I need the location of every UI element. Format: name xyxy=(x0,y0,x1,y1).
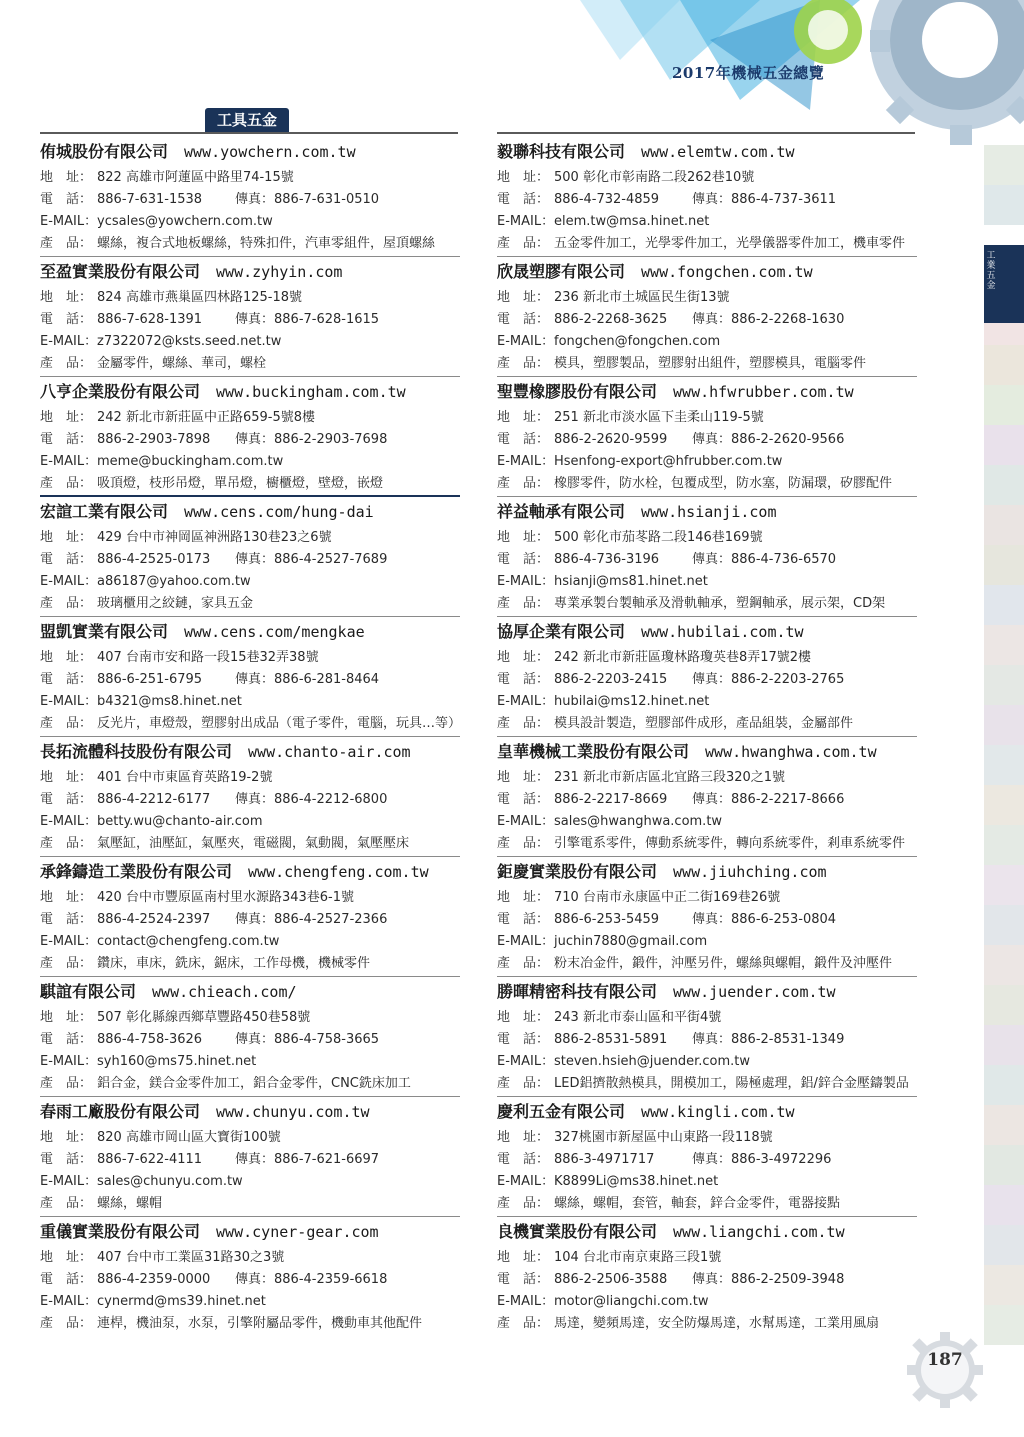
company-products: 金屬零件，螺絲、華司，螺栓 xyxy=(97,356,267,371)
company-entry: 欣晟塑膠有限公司 www.fongchen.com.tw 地 址： 236 新北市土城區民生街13號 電 話： 886-2-2268-3625 傳真：886-2-2268-1630 E-MAIL：fongchen@fongchen.com 產 品： 模具，塑膠製品，塑膠射出組件，塑膠模具，電腦零件 xyxy=(497,257,917,377)
company-fax: 886-4-2527-7689 xyxy=(274,552,388,567)
company-entry: 良機實業股份有限公司 www.liangchi.com.tw 地 址： 104 台北市南京東路三段1號 電 話： 886-2-2506-3588 傳真：886-2-2509-3948 E-MAIL：motor@liangchi.com.tw 產 品： 馬達，變頻馬達，安全防爆馬達，水幫馬達，工業用風扇 xyxy=(497,1222,880,1331)
company-entry: 長拓流體科技股份有限公司 www.chanto-air.com 地 址： 401 台中市東區育英路19-2號 電 話： 886-4-2212-6177 傳真：886-4-2212-6800 E-MAIL：betty.wu@chanto-air.com 產 品： 氣壓缸，油壓缸，氣壓夾，電磁閥，氣動閥，氣壓壓床 xyxy=(40,737,460,857)
company-address: 822 高雄市阿蓮區中路里74-15號 xyxy=(97,170,294,185)
page-number-gear-icon xyxy=(905,1330,985,1410)
company-address: 236 新北市土城區民生街13號 xyxy=(554,290,730,305)
company-url[interactable]: www.chengfeng.com.tw xyxy=(248,863,429,881)
company-address: 407 台中市工業區31路30之3號 xyxy=(97,1250,285,1265)
company-products: 玻璃櫃用之絞鏈，家具五金 xyxy=(97,596,254,611)
company-phone: 886-2-2506-3588 xyxy=(554,1272,668,1287)
company-email[interactable]: hsianji@ms81.hinet.net xyxy=(554,574,708,589)
company-entry: 八亨企業股份有限公司 www.buckingham.com.tw 地 址： 242 新北市新莊區中正路659-5號8樓 電 話： 886-2-2903-7898 傳真：886-2-2903-7698 E-MAIL：meme@buckingham.com.tw 產 品： 吸頂燈，枝形吊燈，單吊燈，櫥櫃燈，壁燈，嵌燈 xyxy=(40,377,460,497)
company-entry: 春雨工廠股份有限公司 www.chunyu.com.tw 地 址： 820 高雄市岡山區大寶街100號 電 話： 886-7-622-4111 傳真：886-7-621-6697 E-MAIL：sales@chunyu.com.tw 產 品： 螺絲，螺帽 xyxy=(40,1097,460,1217)
company-name: 毅聯科技有限公司 xyxy=(497,142,626,161)
side-tab xyxy=(984,345,1024,385)
company-email[interactable]: b4321@ms8.hinet.net xyxy=(97,694,242,709)
side-tab xyxy=(984,465,1024,505)
company-email[interactable]: hubilai@ms12.hinet.net xyxy=(554,694,710,709)
company-products: 專業承製台製軸承及滑軌軸承，塑鋼軸承，展示架，CD架 xyxy=(554,596,886,611)
company-fax: 886-2-2203-2765 xyxy=(731,672,845,687)
side-tab xyxy=(984,985,1024,1025)
side-tab xyxy=(984,505,1024,545)
company-email[interactable]: sales@chunyu.com.tw xyxy=(97,1174,243,1189)
side-tab xyxy=(984,585,1024,625)
company-email[interactable]: cynermd@ms39.hinet.net xyxy=(97,1294,266,1309)
company-phone: 886-2-2903-7898 xyxy=(97,432,211,447)
right-column xyxy=(497,137,917,1337)
company-entry: 承鋒鑄造工業股份有限公司 www.chengfeng.com.tw 地 址： 420 台中市豐原區南村里水源路343巷6-1號 電 話： 886-4-2524-2397 傳真：886-4-2527-2366 E-MAIL：contact@chengfeng.com.tw 產 品： 鑽床，車床，銑床，鋸床，工作母機，機械零件 xyxy=(40,857,460,977)
company-email[interactable]: fongchen@fongchen.com xyxy=(554,334,721,349)
side-tab-label: 工業五金 xyxy=(986,251,996,291)
company-name: 祥益軸承有限公司 xyxy=(497,502,626,521)
company-phone: 886-6-253-5459 xyxy=(554,912,660,927)
company-phone: 886-7-622-4111 xyxy=(97,1152,203,1167)
company-products: 模具設計製造，塑膠部件成形，產品組裝，金屬部件 xyxy=(554,716,854,731)
company-entry: 至盈實業股份有限公司 www.zyhyin.com 地 址： 824 高雄市燕巢區四林路125-18號 電 話： 886-7-628-1391 傳真：886-7-628-1615 E-MAIL：z7322072@ksts.seed.net.tw 產 品： 金屬零件，螺絲、華司，螺栓 xyxy=(40,257,460,377)
company-entry: 皇華機械工業股份有限公司 www.hwanghwa.com.tw 地 址： 231 新北市新店區北宜路三段320之1號 電 話： 886-2-2217-8669 傳真：886-2-2217-8666 E-MAIL：sales@hwanghwa.com.tw 產 品： 引擎電系零件，傳動系統零件，轉向系統零件，剎車系統零件 xyxy=(497,737,917,857)
company-name: 欣晟塑膠有限公司 xyxy=(497,262,626,281)
side-tab-active[interactable] xyxy=(984,245,1024,323)
company-name: 慶利五金有限公司 xyxy=(497,1102,626,1121)
side-tab xyxy=(984,865,1024,905)
side-tab xyxy=(984,1265,1024,1305)
company-url[interactable]: www.cens.com/mengkae xyxy=(184,623,365,641)
company-phone: 886-4-736-3196 xyxy=(554,552,660,567)
side-tab xyxy=(984,745,1024,785)
company-fax: 886-4-758-3665 xyxy=(274,1032,380,1047)
company-email[interactable]: steven.hsieh@juender.com.tw xyxy=(554,1054,751,1069)
company-phone: 886-6-251-6795 xyxy=(97,672,203,687)
company-url[interactable]: www.chunyu.com.tw xyxy=(216,1103,370,1121)
side-tab xyxy=(984,665,1024,705)
company-address: 327桃園市新屋區中山東路一段118號 xyxy=(554,1130,773,1145)
company-name: 協厚企業有限公司 xyxy=(497,622,626,641)
company-email[interactable]: ycsales@yowchern.com.tw xyxy=(97,214,273,229)
company-phone: 886-4-758-3626 xyxy=(97,1032,203,1047)
section-rule-left xyxy=(40,132,458,134)
company-name: 侑城股份有限公司 xyxy=(40,142,169,161)
company-products: 吸頂燈，枝形吊燈，單吊燈，櫥櫃燈，壁燈，嵌燈 xyxy=(97,476,384,491)
company-fax: 886-4-736-6570 xyxy=(731,552,837,567)
company-products: 馬達，變頻馬達，安全防爆馬達，水幫馬達，工業用風扇 xyxy=(554,1316,880,1331)
company-email[interactable]: sales@hwanghwa.com.tw xyxy=(554,814,723,829)
company-fax: 886-2-2268-1630 xyxy=(731,312,845,327)
company-name: 聖豐橡膠股份有限公司 xyxy=(497,382,658,401)
company-phone: 886-4-2525-0173 xyxy=(97,552,211,567)
company-address: 242 新北市新莊區瓊林路瓊英巷8弄17號2樓 xyxy=(554,650,812,665)
company-name: 長拓流體科技股份有限公司 xyxy=(40,742,233,761)
company-fax: 886-7-621-6697 xyxy=(274,1152,380,1167)
side-tab xyxy=(984,425,1024,465)
company-address: 401 台中市東區育英路19-2號 xyxy=(97,770,273,785)
company-products: 螺絲，螺帽 xyxy=(97,1196,163,1211)
company-products: 橡膠零件，防水栓，包覆成型，防水塞，防漏環，矽膠配件 xyxy=(554,476,893,491)
side-tab xyxy=(984,1185,1024,1225)
company-entry: 重儀實業股份有限公司 www.cyner-gear.com 地 址： 407 台中市工業區31路30之3號 電 話： 886-4-2359-0000 傳真：886-4-2359-6618 E-MAIL：cynermd@ms39.hinet.net 產 品： 連桿，機油泵，水泵，引擎附屬品零件，機動車其他配件 xyxy=(40,1222,423,1331)
company-entry: 鉅慶實業股份有限公司 www.jiuhching.com 地 址： 710 台南市永康區中正二街169巷26號 電 話： 886-6-253-5459 傳真：886-6-253-0804 E-MAIL：juchin7880@gmail.com 產 品： 粉末冶金件，鍛件，沖壓另件，螺絲與螺帽，鍛件及沖壓件 xyxy=(497,857,917,977)
company-address: 407 台南市安和路一段15巷32弄38號 xyxy=(97,650,319,665)
company-fax: 886-4-2212-6800 xyxy=(274,792,388,807)
company-entry: 協厚企業有限公司 www.hubilai.com.tw 地 址： 242 新北市新莊區瓊林路瓊英巷8弄17號2樓 電 話： 886-2-2203-2415 傳真：886-2-2203-2765 E-MAIL：hubilai@ms12.hinet.net 產 品： 模具設計製造，塑膠部件成形，產品組裝，金屬部件 xyxy=(497,617,917,737)
company-phone: 886-2-8531-5891 xyxy=(554,1032,668,1047)
company-url[interactable]: www.cens.com/hung-dai xyxy=(184,503,374,521)
side-tab xyxy=(984,825,1024,865)
company-email[interactable]: syh160@ms75.hinet.net xyxy=(97,1054,257,1069)
company-url[interactable]: www.cyner-gear.com xyxy=(216,1223,379,1241)
side-tab xyxy=(984,785,1024,825)
company-name: 騏誼有限公司 xyxy=(40,982,137,1001)
side-tab xyxy=(984,1025,1024,1065)
company-address: 507 彰化縣線西鄉草豐路450巷58號 xyxy=(97,1010,311,1025)
company-fax: 886-2-2620-9566 xyxy=(731,432,845,447)
company-products: LED鋁擠散熱模具，開模加工，陽極處理，鋁/鋅合金壓鑄製品 xyxy=(554,1076,909,1091)
company-fax: 886-2-2903-7698 xyxy=(274,432,388,447)
company-name: 至盈實業股份有限公司 xyxy=(40,262,201,281)
company-email[interactable]: meme@buckingham.com.tw xyxy=(97,454,284,469)
company-name: 春雨工廠股份有限公司 xyxy=(40,1102,201,1121)
company-name: 盟凱實業有限公司 xyxy=(40,622,169,641)
company-address: 420 台中市豐原區南村里水源路343巷6-1號 xyxy=(97,890,354,905)
company-entry: 毅聯科技有限公司 www.elemtw.com.tw 地 址： 500 彰化市彰南路二段262巷10號 電 話： 886-4-732-4859 傳真：886-4-737-3611 E-MAIL：elem.tw@msa.hinet.net 產 品： 五金零件加工，光學零件加工，光學儀器零件加工，機車零件 xyxy=(497,137,917,257)
side-tab xyxy=(984,1145,1024,1185)
company-phone: 886-7-628-1391 xyxy=(97,312,203,327)
company-email[interactable]: z7322072@ksts.seed.net.tw xyxy=(97,334,282,349)
company-address: 820 高雄市岡山區大寶街100號 xyxy=(97,1130,281,1145)
company-phone: 886-2-2620-9599 xyxy=(554,432,668,447)
company-url[interactable]: www.hsianji.com xyxy=(641,503,777,521)
page-number: 187 xyxy=(927,1350,963,1370)
side-tab xyxy=(984,905,1024,945)
company-url[interactable]: www.fongchen.com.tw xyxy=(641,263,813,281)
company-products: 螺絲，螺帽，套管，軸套，鋅合金零件，電器接點 xyxy=(554,1196,841,1211)
company-url[interactable]: www.hfwrubber.com.tw xyxy=(673,383,854,401)
company-url[interactable]: www.yowchern.com.tw xyxy=(184,143,356,161)
company-address: 243 新北市泰山區和平街4號 xyxy=(554,1010,722,1025)
company-products: 鑽床，車床，銑床，鋸床，工作母機，機械零件 xyxy=(97,956,371,971)
section-label: 工具五金 xyxy=(205,108,289,132)
side-tab xyxy=(984,705,1024,745)
company-fax: 886-7-628-1615 xyxy=(274,312,380,327)
company-products: 五金零件加工，光學零件加工，光學儀器零件加工，機車零件 xyxy=(554,236,906,251)
company-url[interactable]: www.hwanghwa.com.tw xyxy=(705,743,877,761)
company-fax: 886-4-737-3611 xyxy=(731,192,837,207)
side-tab xyxy=(984,1105,1024,1145)
company-entry: 聖豐橡膠股份有限公司 www.hfwrubber.com.tw 地 址： 251 新北市淡水區下圭柔山119-5號 電 話： 886-2-2620-9599 傳真：886-2-2620-9566 E-MAIL：Hsenfong-export@hfrubber.com.tw 產 品： 橡膠零件，防水栓，包覆成型，防水塞，防漏環，矽膠配件 xyxy=(497,377,917,497)
company-entry: 盟凱實業有限公司 www.cens.com/mengkae 地 址： 407 台南市安和路一段15巷32弄38號 電 話： 886-6-251-6795 傳真：886-6-281-8464 E-MAIL：b4321@ms8.hinet.net 產 品： 反光片，車燈殼，塑膠射出成品（電子零件，電腦，玩具…等） xyxy=(40,617,460,737)
company-email[interactable]: contact@chengfeng.com.tw xyxy=(97,934,280,949)
side-tab xyxy=(984,1305,1024,1345)
company-fax: 886-4-2527-2366 xyxy=(274,912,388,927)
company-address: 500 彰化市茄苳路二段146巷169號 xyxy=(554,530,763,545)
publication-title: 2017年機械五金總覽 xyxy=(672,64,825,82)
company-address: 500 彰化市彰南路二段262巷10號 xyxy=(554,170,755,185)
company-url[interactable]: www.elemtw.com.tw xyxy=(641,143,795,161)
company-products: 引擎電系零件，傳動系統零件，轉向系統零件，剎車系統零件 xyxy=(554,836,906,851)
company-url[interactable]: www.hubilai.com.tw xyxy=(641,623,804,641)
company-fax: 886-2-8531-1349 xyxy=(731,1032,845,1047)
company-url[interactable]: www.chanto-air.com xyxy=(248,743,411,761)
company-email[interactable]: K8899Li@ms38.hinet.net xyxy=(554,1174,719,1189)
company-phone: 886-2-2268-3625 xyxy=(554,312,668,327)
company-address: 231 新北市新店區北宜路三段320之1號 xyxy=(554,770,786,785)
company-address: 429 台中市神岡區神洲路130巷23之6號 xyxy=(97,530,332,545)
company-fax: 886-2-2217-8666 xyxy=(731,792,845,807)
side-tab-strip xyxy=(984,145,1024,1385)
company-products: 粉末冶金件，鍛件，沖壓另件，螺絲與螺帽，鍛件及沖壓件 xyxy=(554,956,893,971)
company-products: 反光片，車燈殼，塑膠射出成品（電子零件，電腦，玩具…等） xyxy=(97,716,462,731)
company-phone: 886-4-2359-0000 xyxy=(97,1272,211,1287)
company-name: 宏諠工業有限公司 xyxy=(40,502,169,521)
company-url[interactable]: www.zyhyin.com xyxy=(216,263,343,281)
company-phone: 886-4-732-4859 xyxy=(554,192,660,207)
section-rule-right xyxy=(497,132,915,134)
company-fax: 886-7-631-0510 xyxy=(274,192,380,207)
company-products: 連桿，機油泵，水泵，引擎附屬品零件，機動車其他配件 xyxy=(97,1316,423,1331)
company-entry: 勝暉精密科技有限公司 www.juender.com.tw 地 址： 243 新北市泰山區和平街4號 電 話： 886-2-8531-5891 傳真：886-2-8531-1349 E-MAIL：steven.hsieh@juender.com.tw 產 品： LED鋁擠散熱模具，開模加工，陽極處理，鋁/鋅合金壓鑄製品 xyxy=(497,977,917,1097)
company-email[interactable]: a86187@yahoo.com.tw xyxy=(97,574,251,589)
company-email[interactable]: motor@liangchi.com.tw xyxy=(554,1294,709,1309)
company-name: 勝暉精密科技有限公司 xyxy=(497,982,658,1001)
company-address: 104 台北市南京東路三段1號 xyxy=(554,1250,722,1265)
company-phone: 886-2-2203-2415 xyxy=(554,672,668,687)
company-products: 模具，塑膠製品，塑膠射出組件，塑膠模具，電腦零件 xyxy=(554,356,867,371)
company-address: 242 新北市新莊區中正路659-5號8樓 xyxy=(97,410,315,425)
side-tab xyxy=(984,1225,1024,1265)
side-tab xyxy=(984,185,1024,225)
company-fax: 886-2-2509-3948 xyxy=(731,1272,845,1287)
side-tab xyxy=(984,145,1024,185)
company-phone: 886-3-4971717 xyxy=(554,1152,655,1167)
company-name: 良機實業股份有限公司 xyxy=(497,1222,658,1241)
company-address: 251 新北市淡水區下圭柔山119-5號 xyxy=(554,410,764,425)
company-entry: 慶利五金有限公司 www.kingli.com.tw 地 址： 327桃園市新屋區中山東路一段118號 電 話： 886-3-4971717 傳真：886-3-4972296 E-MAIL：K8899Li@ms38.hinet.net 產 品： 螺絲，螺帽，套管，軸套，鋅合金零件，電器接點 xyxy=(497,1097,917,1217)
company-phone: 886-4-2212-6177 xyxy=(97,792,211,807)
company-fax: 886-6-281-8464 xyxy=(274,672,380,687)
company-email[interactable]: betty.wu@chanto-air.com xyxy=(97,814,263,829)
company-url[interactable]: www.kingli.com.tw xyxy=(641,1103,795,1121)
company-name: 重儀實業股份有限公司 xyxy=(40,1222,201,1241)
company-products: 氣壓缸，油壓缸，氣壓夾，電磁閥，氣動閥，氣壓壓床 xyxy=(97,836,410,851)
side-tab xyxy=(984,545,1024,585)
company-email[interactable]: elem.tw@msa.hinet.net xyxy=(554,214,710,229)
company-address: 824 高雄市燕巢區四林路125-18號 xyxy=(97,290,302,305)
company-fax: 886-6-253-0804 xyxy=(731,912,837,927)
side-tab xyxy=(984,385,1024,425)
company-fax: 886-4-2359-6618 xyxy=(274,1272,388,1287)
company-phone: 886-2-2217-8669 xyxy=(554,792,668,807)
company-products: 鋁合金，鎂合金零件加工，鋁合金零件，CNC銑床加工 xyxy=(97,1076,411,1091)
left-column xyxy=(40,137,460,1337)
company-url[interactable]: www.chieach.com/ xyxy=(152,983,297,1001)
side-tab xyxy=(984,625,1024,665)
company-phone: 886-7-631-1538 xyxy=(97,192,203,207)
side-tab xyxy=(984,945,1024,985)
company-address: 710 台南市永康區中正二街169巷26號 xyxy=(554,890,781,905)
company-entry: 宏諠工業有限公司 www.cens.com/hung-dai 地 址： 429 台中市神岡區神洲路130巷23之6號 電 話： 886-4-2525-0173 傳真：886-4-2527-7689 E-MAIL：a86187@yahoo.com.tw 產 品： 玻璃櫃用之絞鏈，家具五金 xyxy=(40,497,460,617)
company-email[interactable]: Hsenfong-export@hfrubber.com.tw xyxy=(554,454,783,469)
company-fax: 886-3-4972296 xyxy=(731,1152,832,1167)
company-url[interactable]: www.jiuhching.com xyxy=(673,863,827,881)
company-entry: 騏誼有限公司 www.chieach.com/ 地 址： 507 彰化縣線西鄉草豐路450巷58號 電 話： 886-4-758-3626 傳真：886-4-758-3665 E-MAIL：syh160@ms75.hinet.net 產 品： 鋁合金，鎂合金零件加工，鋁合金零件，CNC銑床加工 xyxy=(40,977,460,1097)
company-name: 八亨企業股份有限公司 xyxy=(40,382,201,401)
company-entry: 祥益軸承有限公司 www.hsianji.com 地 址： 500 彰化市茄苳路二段146巷169號 電 話： 886-4-736-3196 傳真：886-4-736-6570 E-MAIL：hsianji@ms81.hinet.net 產 品： 專業承製台製軸承及滑軌軸承，塑鋼軸承，展示架，CD架 xyxy=(497,497,917,617)
company-name: 承鋒鑄造工業股份有限公司 xyxy=(40,862,233,881)
side-tab xyxy=(984,1345,1024,1385)
company-name: 皇華機械工業股份有限公司 xyxy=(497,742,690,761)
company-entry: 侑城股份有限公司 www.yowchern.com.tw 地 址： 822 高雄市阿蓮區中路里74-15號 電 話： 886-7-631-1538 傳真：886-7-631-0510 E-MAIL：ycsales@yowchern.com.tw 產 品： 螺絲，複合式地板螺絲，特殊扣件，汽車零組件，屋頂螺絲 xyxy=(40,137,460,257)
company-name: 鉅慶實業股份有限公司 xyxy=(497,862,658,881)
side-tab xyxy=(984,1065,1024,1105)
company-email[interactable]: juchin7880@gmail.com xyxy=(554,934,708,949)
company-url[interactable]: www.liangchi.com.tw xyxy=(673,1223,845,1241)
company-phone: 886-4-2524-2397 xyxy=(97,912,211,927)
company-url[interactable]: www.juender.com.tw xyxy=(673,983,836,1001)
company-products: 螺絲，複合式地板螺絲，特殊扣件，汽車零組件，屋頂螺絲 xyxy=(97,236,436,251)
company-url[interactable]: www.buckingham.com.tw xyxy=(216,383,406,401)
